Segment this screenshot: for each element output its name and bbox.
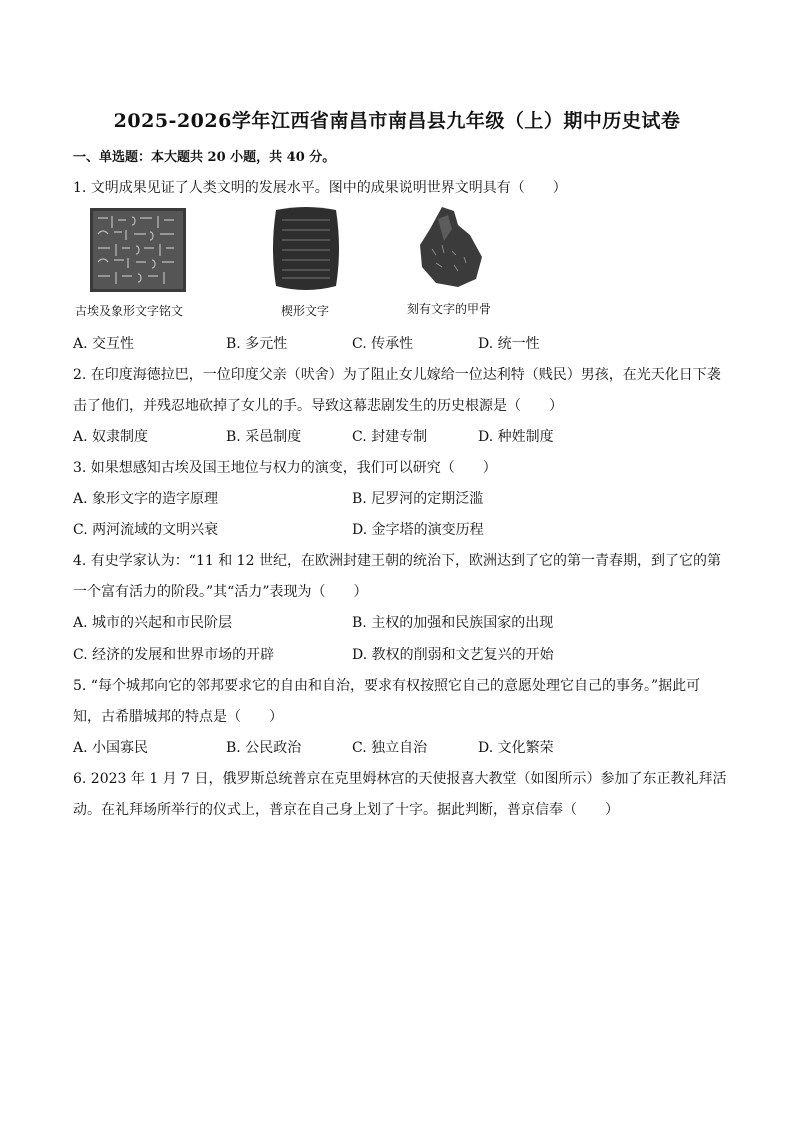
image-caption-cuneiform: 楔形文字	[281, 304, 330, 318]
q4-option-d: D. 教权的削弱和文艺复兴的开始	[352, 647, 554, 663]
q5-option-b: B. 公民政治	[226, 740, 302, 756]
section-heading: 一、单选题：本大题共 20 小题，共 40 分。	[73, 150, 336, 165]
cuneiform-tablet-image	[268, 206, 344, 296]
q1-option-b: B. 多元性	[226, 336, 288, 352]
q3-option-b: B. 尼罗河的定期泛滥	[352, 491, 484, 507]
q4-option-b: B. 主权的加强和民族国家的出现	[352, 615, 554, 631]
q4-option-c: C. 经济的发展和世界市场的开辟	[73, 647, 275, 663]
question-2-stem-line2: 击了他们，并残忍地砍掉了女儿的手。导致这幕悲剧发生的历史根源是（ ）	[73, 398, 563, 414]
q2-option-b: B. 采邑制度	[226, 429, 302, 445]
question-3-stem: 3. 如果想感知古埃及国王地位与权力的演变，我们可以研究（ ）	[73, 460, 497, 476]
q4-option-a: A. 城市的兴起和市民阶层	[73, 615, 233, 631]
question-4-stem-line2: 一个富有活力的阶段。”其“活力”表现为（ ）	[73, 584, 368, 600]
oracle-bone-image	[414, 205, 488, 293]
q2-option-c: C. 封建专制	[352, 429, 428, 445]
question-1-stem: 1. 文明成果见证了人类文明的发展水平。图中的成果说明世界文明具有（ ）	[73, 180, 567, 196]
image-caption-oracle-bone: 刻有文字的甲骨	[407, 302, 492, 316]
q2-option-a: A. 奴隶制度	[73, 429, 149, 445]
egyptian-hieroglyph-image	[90, 208, 186, 296]
question-5-stem-line1: 5. “每个城邦向它的邻邦要求它的自由和自治，要求有权按照它自己的意愿处理它自己的事务。”据此可	[73, 678, 701, 694]
question-2-stem-line1: 2. 在印度海德拉巴，一位印度父亲（吠舍）为了阻止女儿嫁给一位达利特（贱民）男孩，在光天化日下袭	[73, 367, 721, 383]
q1-option-c: C. 传承性	[352, 336, 414, 352]
question-5-stem-line2: 知，古希腊城邦的特点是（ ）	[73, 709, 283, 725]
question-4-stem-line1: 4. 有史学家认为：“11 和 12 世纪，在欧洲封建王朝的统治下，欧洲达到了它的第一青春期，到了它的第	[73, 553, 721, 569]
q5-option-a: A. 小国寡民	[73, 740, 149, 756]
q5-option-d: D. 文化繁荣	[478, 740, 554, 756]
q3-option-a: A. 象形文字的造字原理	[73, 491, 219, 507]
q1-option-d: D. 统一性	[478, 336, 540, 352]
question-6-stem-line1: 6. 2023 年 1 月 7 日，俄罗斯总统普京在克里姆林宫的天使报喜大教堂（如图所示）参加了东正教礼拜活	[73, 771, 727, 787]
q1-option-a: A. 交互性	[73, 336, 135, 352]
q3-option-d: D. 金字塔的演变历程	[352, 522, 484, 538]
q3-option-c: C. 两河流域的文明兴衰	[73, 522, 219, 538]
image-caption-hieroglyph: 古埃及象形文字铭文	[75, 304, 184, 318]
q5-option-c: C. 独立自治	[352, 740, 428, 756]
question-6-stem-line2: 动。在礼拜场所举行的仪式上，普京在自己身上划了十字。据此判断，普京信奉（ ）	[73, 802, 619, 818]
page-title: 2025-2026学年江西省南昌市南昌县九年级（上）期中历史试卷	[113, 110, 681, 132]
q2-option-d: D. 种姓制度	[478, 429, 554, 445]
